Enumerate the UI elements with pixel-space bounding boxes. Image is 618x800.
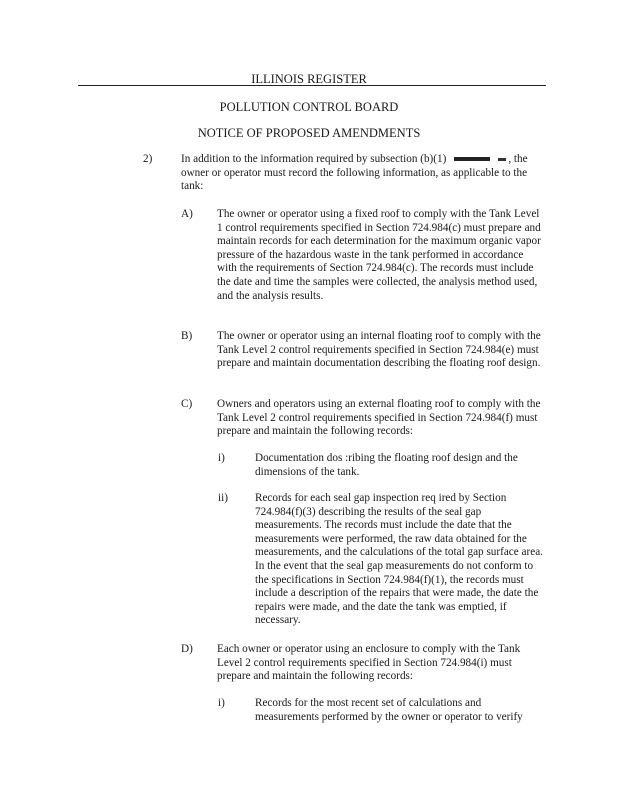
item-2-text-before: In addition to the information required by subsection (b)(1) — [181, 153, 447, 165]
item-d-text: Each owner or operator using an enclosure to comply with the Tank Level 2 control requirements specified in Section 724.984(i) must prepare and maintain the following records: — [217, 643, 521, 683]
notice-title: NOTICE OF PROPOSED AMENDMENTS — [197, 126, 421, 140]
header-rule — [78, 85, 546, 86]
item-2-text-after: the owner or operator must record the following information, as applicable to the tank: — [181, 153, 528, 193]
item-b-text: The owner or operator using an internal floating roof to comply with the Tank Level 2 control requirements specified in Section 724.984(e) must prepare and maintain documentation describing the floating roof design. — [217, 330, 541, 370]
redaction-mark-small — [498, 158, 506, 161]
item-a-label: A) — [181, 208, 193, 220]
item-c-label: C) — [181, 398, 193, 410]
item-2-number: 2) — [143, 153, 153, 165]
item-a-text: The owner or operator using a fixed roof to comply with the Tank Level 1 control requirements specified in Section 724.984(c) must prepare and maintain records for each determination for the maximum organic vapor pressure of the hazardous waste in the tank performed in accordance with the requirements of Section 724.984(c). The records must include the date and time the samples were collected, the analysis method used, and the analysis results. — [217, 208, 541, 302]
item-c-ii-label: ii) — [218, 492, 228, 504]
item-b-label: B) — [181, 330, 193, 342]
item-d-i-label: i) — [218, 697, 225, 709]
item-c-text: Owners and operators using an external floating roof to comply with the Tank Level 2 control requirements specified in Section 724.984(f) must prepare and maintain the following records: — [217, 398, 541, 438]
redaction-mark — [454, 157, 490, 161]
item-d-label: D) — [181, 643, 193, 655]
item-d-i-text: Records for the most recent set of calculations and measurements performed by the owner or operator to verify — [255, 697, 523, 723]
item-c-i-label: i) — [218, 452, 225, 464]
item-c-ii-text: Records for each seal gap inspection req ired by Section 724.984(f)(3) describing the results of the seal gap measurements. The records must include the date that the measurements were performed, the raw data obtained for the measurements, and the calculations of the total gap surface area. In the event that the seal gap measurements do not conform to the specifications in Section 724.984(f)(1), the records must include a description of the repairs that were made, the date the repairs were made, and the date the tank was emptied, if necessary. — [255, 492, 543, 627]
board-title: POLLUTION CONTROL BOARD — [219, 100, 399, 114]
item-c-i-text: Documentation dos :ribing the floating roof design and the dimensions of the tank. — [255, 452, 518, 478]
item-2-text: In addition to the information required by subsection (b)(1) , the owner or operator must record the following information, as applicable to the tank: — [181, 153, 528, 193]
register-title: ILLINOIS REGISTER — [251, 72, 367, 86]
